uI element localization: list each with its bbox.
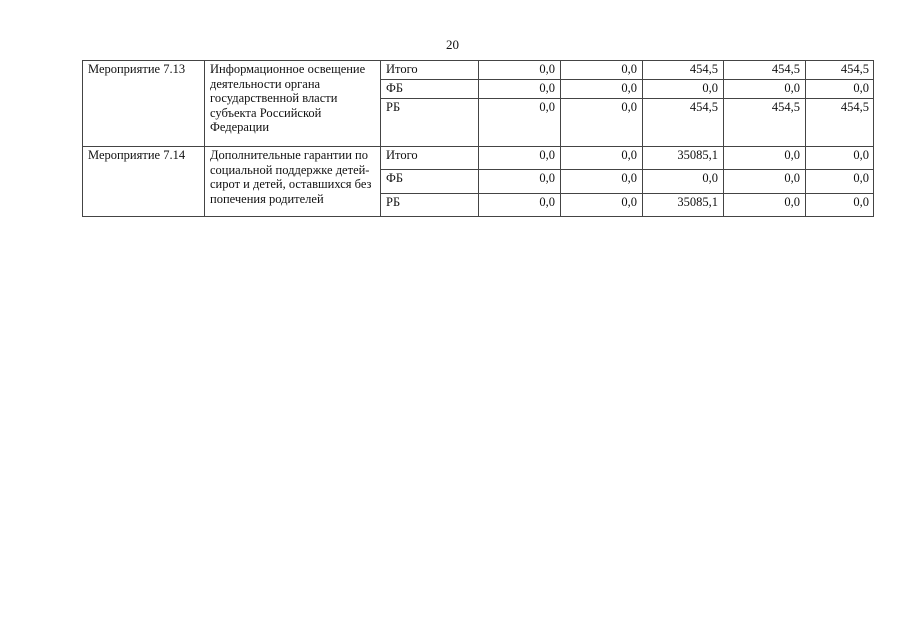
value-cell: 0,0 [479,194,561,217]
budget-table [82,60,874,217]
measure-cell: Мероприятие 7.13 [83,61,205,147]
value-cell: 0,0 [479,99,561,147]
value-cell: 0,0 [806,194,874,217]
value-cell: 454,5 [806,99,874,147]
source-cell: ФБ [381,170,479,194]
description-cell: Информационное освещение деятельности органа государственной власти субъекта Российской Федерации [205,61,381,147]
value-cell: 0,0 [479,61,561,80]
value-cell: 0,0 [561,147,643,170]
source-cell: РБ [381,194,479,217]
value-cell: 0,0 [479,147,561,170]
value-cell: 454,5 [643,61,724,80]
value-cell: 0,0 [806,80,874,99]
source-cell: РБ [381,99,479,147]
description-cell: Дополнительные гарантии по социальной поддержке детей-сирот и детей, оставшихся без попечения родителей [205,147,381,217]
value-cell: 0,0 [724,147,806,170]
value-cell: 454,5 [643,99,724,147]
value-cell: 0,0 [643,80,724,99]
source-cell: ФБ [381,80,479,99]
page-number: 20 [446,37,459,52]
value-cell: 0,0 [561,170,643,194]
value-cell: 454,5 [724,99,806,147]
value-cell: 0,0 [724,170,806,194]
value-cell: 0,0 [806,147,874,170]
source-cell: Итого [381,147,479,170]
value-cell: 454,5 [806,61,874,80]
value-cell: 0,0 [643,170,724,194]
value-cell: 0,0 [561,194,643,217]
table-row [83,147,874,170]
source-cell: Итого [381,61,479,80]
value-cell: 0,0 [479,170,561,194]
value-cell: 0,0 [806,170,874,194]
table-row [83,61,874,80]
value-cell: 0,0 [561,99,643,147]
value-cell: 0,0 [561,80,643,99]
value-cell: 0,0 [724,80,806,99]
value-cell: 0,0 [479,80,561,99]
value-cell: 0,0 [561,61,643,80]
measure-cell: Мероприятие 7.14 [83,147,205,217]
value-cell: 35085,1 [643,194,724,217]
value-cell: 454,5 [724,61,806,80]
value-cell: 0,0 [724,194,806,217]
value-cell: 35085,1 [643,147,724,170]
